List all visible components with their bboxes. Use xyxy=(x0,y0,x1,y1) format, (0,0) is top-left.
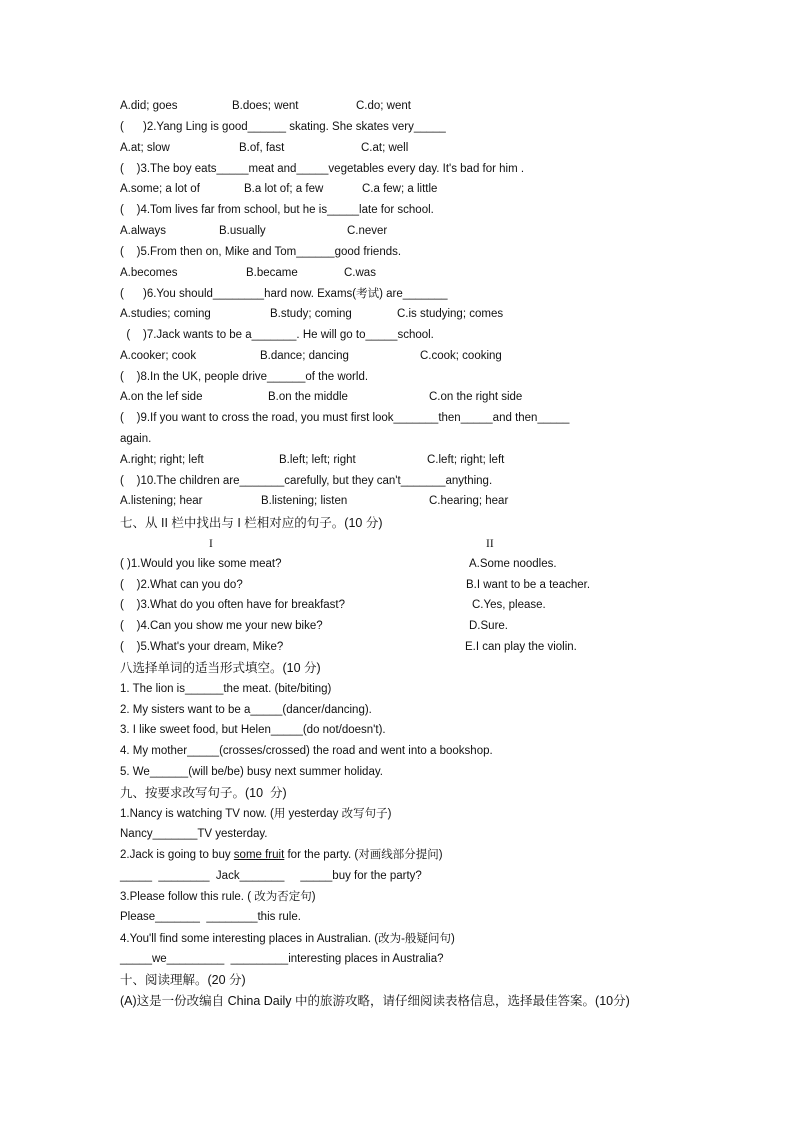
option-a: A.some; a lot of xyxy=(120,183,200,195)
option-a: A.right; right; left xyxy=(120,454,204,466)
option-a: A.cooker; cook xyxy=(120,350,197,362)
option-a: A.on the lef side xyxy=(120,391,203,403)
fill-item: 3. I like sweet food, but Helen_____(do not/doesn't). xyxy=(120,724,386,736)
fill-item: 5. We______(will be/be) busy next summer holiday. xyxy=(120,766,383,778)
option-c: C.left; right; left xyxy=(427,454,505,466)
option-b: B.study; coming xyxy=(270,308,352,320)
question-9-continued: again. xyxy=(120,433,152,445)
option-c: C.was xyxy=(344,267,376,279)
option-b: B.became xyxy=(246,267,298,279)
matching-answer: E.I can play the violin. xyxy=(465,641,577,653)
reading-intro: (A)这是一份改编自 China Daily 中的旅游攻略，请仔细阅读表格信息，选择最佳答案。(10分) xyxy=(120,994,630,1008)
section-10-title: 十、阅读理解。(20 分) xyxy=(120,973,246,987)
question-7: ( )7.Jack wants to be a_______. He will go to_____school. xyxy=(120,329,434,341)
option-b: B.on the middle xyxy=(268,391,348,403)
option-c: C.on the right side xyxy=(429,391,523,403)
option-c: C.is studying; comes xyxy=(397,308,504,320)
question-8: ( )8.In the UK, people drive______of the world. xyxy=(120,371,369,383)
fill-item: 1. The lion is______the meat. (bite/biting) xyxy=(120,683,332,695)
option-b: B.does; went xyxy=(232,100,299,112)
question-6: ( )6.You should________hard now. Exams(考试) are_______ xyxy=(120,288,448,300)
question-3: ( )3.The boy eats_____meat and_____vegetables every day. It's bad for him . xyxy=(120,163,525,175)
column-1-header: I xyxy=(209,538,213,550)
question-4: ( )4.Tom lives far from school, but he is_____late for school. xyxy=(120,204,434,216)
option-c: C.a few; a little xyxy=(362,183,438,195)
option-b: B.listening; listen xyxy=(261,495,348,507)
underlined-phrase: some fruit xyxy=(233,849,285,861)
option-c: C.cook; cooking xyxy=(420,350,502,362)
section-8-title: 八选择单词的适当形式填空。(10 分) xyxy=(120,661,321,675)
matching-answer: B.I want to be a teacher. xyxy=(466,579,591,591)
rewrite-answer-3: Please_______ ________this rule. xyxy=(120,911,301,923)
option-b: B.a lot of; a few xyxy=(244,183,324,195)
section-7-title: 七、从 II 栏中找出与 I 栏相对应的句子。(10 分) xyxy=(120,516,383,530)
option-b: B.dance; dancing xyxy=(260,350,349,362)
column-2-header: II xyxy=(486,538,494,550)
option-b: B.usually xyxy=(219,225,266,237)
option-c: C.never xyxy=(347,225,388,237)
rewrite-answer-1: Nancy_______TV yesterday. xyxy=(120,828,268,840)
option-a: A.listening; hear xyxy=(120,495,203,507)
rewrite-question-1: 1.Nancy is watching TV now. (用 yesterday 改写句子) xyxy=(120,808,392,820)
option-a: A.studies; coming xyxy=(120,308,211,320)
matching-question: ( )4.Can you show me your new bike? xyxy=(120,620,323,632)
question-5: ( )5.From then on, Mike and Tom______good friends. xyxy=(120,246,402,258)
rewrite-answer-4: _____we_________ _________interesting places in Australia? xyxy=(120,953,444,965)
option-b: B.left; left; right xyxy=(279,454,356,466)
option-c: C.at; well xyxy=(361,142,409,154)
option-c: C.hearing; hear xyxy=(429,495,509,507)
rewrite-question-4: 4.You'll find some interesting places in Australian. (改为-般疑问句) xyxy=(120,933,455,945)
matching-question: ( )5.What's your dream, Mike? xyxy=(120,641,284,653)
question-10: ( )10.The children are_______carefully, but they can't_______anything. xyxy=(120,475,493,487)
matching-answer: C.Yes, please. xyxy=(472,599,546,611)
option-a: A.at; slow xyxy=(120,142,170,154)
matching-question: ( )1.Would you like some meat? xyxy=(120,558,282,570)
rewrite-answer-2: _____ ________ Jack_______ _____buy for the party? xyxy=(120,870,422,882)
section-9-title: 九、按要求改写句子。(10 分) xyxy=(120,786,287,800)
matching-question: ( )2.What can you do? xyxy=(120,579,243,591)
question-2: ( )2.Yang Ling is good______ skating. She skates very_____ xyxy=(120,121,446,133)
option-a: A.did; goes xyxy=(120,100,178,112)
question-9: ( )9.If you want to cross the road, you must first look_______then_____and then_____ xyxy=(120,412,570,424)
matching-question: ( )3.What do you often have for breakfast? xyxy=(120,599,346,611)
q2-suffix: for the party. (对画线部分提问) xyxy=(284,849,443,861)
option-b: B.of, fast xyxy=(239,142,285,154)
matching-answer: A.Some noodles. xyxy=(469,558,557,570)
fill-item: 2. My sisters want to be a_____(dancer/dancing). xyxy=(120,704,372,716)
option-a: A.always xyxy=(120,225,167,237)
fill-item: 4. My mother_____(crosses/crossed) the road and went into a bookshop. xyxy=(120,745,493,757)
option-c: C.do; went xyxy=(356,100,411,112)
rewrite-question-3: 3.Please follow this rule. ( 改为否定句) xyxy=(120,891,316,903)
option-a: A.becomes xyxy=(120,267,178,279)
matching-answer: D.Sure. xyxy=(469,620,508,632)
rewrite-question-2 xyxy=(120,848,443,862)
q2-prefix: 2.Jack is going to buy xyxy=(120,849,234,861)
